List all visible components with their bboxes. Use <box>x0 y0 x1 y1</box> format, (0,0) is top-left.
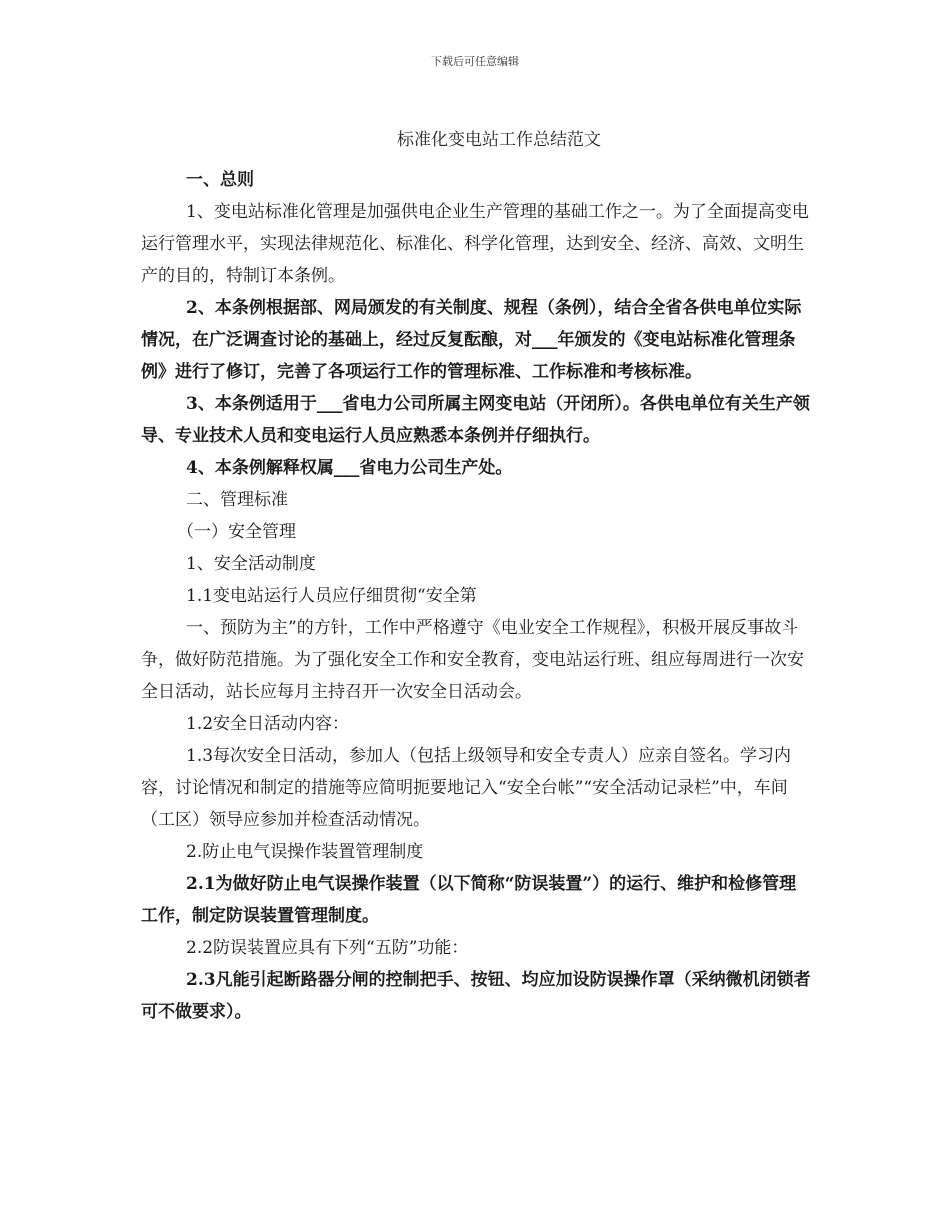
paragraph: 1.3每次安全日活动，参加人（包括上级领导和安全专责人）应亲自签名。学习内容，讨论情况和制定的措施等应简明扼要地记入“安全台帐”“安全活动记录栏”中，车间（工区）领导应参加并检查活动情况。 <box>141 746 792 830</box>
paragraph: 2.3凡能引起断路器分闸的控制把手、按钮、均应加设防误操作罩（采纳微机闭锁者可不做要求）。 <box>141 970 811 1022</box>
paragraph: 2.1为做好防止电气误操作装置（以下简称“防误装置”）的运行、维护和检修管理工作，制定防误装置管理制度。 <box>141 874 797 926</box>
paragraph: 2.2防误装置应具有下列“五防”功能： <box>186 938 469 958</box>
document-body <box>141 164 813 1028</box>
paragraph: 2、本条例根据部、网局颁发的有关制度、规程（条例），结合全省各供电单位实际情况，在广泛调查讨论的基础上，经过反复酝酿，对___年颁发的《变电站标准化管理条例》进行了修订，完善了各项运行工作的管理标准、工作标准和考核标准。 <box>141 298 802 382</box>
item-heading: 1、安全活动制度 <box>186 554 316 574</box>
section-heading: 一、总则 <box>186 170 254 190</box>
paragraph: 4、本条例解释权属___省电力公司生产处。 <box>186 458 513 478</box>
paragraph: 1.2安全日活动内容： <box>186 714 350 734</box>
paragraph: 1.1变电站运行人员应仔细贯彻“安全第 <box>186 586 477 606</box>
subsection-heading: （一）安全管理 <box>177 522 296 542</box>
paragraph: 1、变电站标准化管理是加强供电企业生产管理的基础工作之一。为了全面提高变电运行管理水平，实现法律规范化、标准化、科学化管理，达到安全、经济、高效、文明生产的目的，特制订本条例。 <box>141 202 809 286</box>
paragraph: 一、预防为主”的方针，工作中严格遵守《电业安全工作规程》，积极开展反事故斗争，做好防范措施。为了强化安全工作和安全教育，变电站运行班、组应每周进行一次安全日活动，站长应每月主持召开一次安全日活动会。 <box>141 618 804 702</box>
item-heading: 2.防止电气误操作装置管理制度 <box>186 842 424 862</box>
page-header: 下载后可任意编辑 <box>431 55 519 68</box>
paragraph: 3、本条例适用于___省电力公司所属主网变电站（开闭所）。各供电单位有关生产领导、专业技术人员和变电运行人员应熟悉本条例并仔细执行。 <box>141 394 810 446</box>
section-heading: 二、管理标准 <box>186 490 288 510</box>
document-title: 标准化变电站工作总结范文 <box>397 130 601 150</box>
